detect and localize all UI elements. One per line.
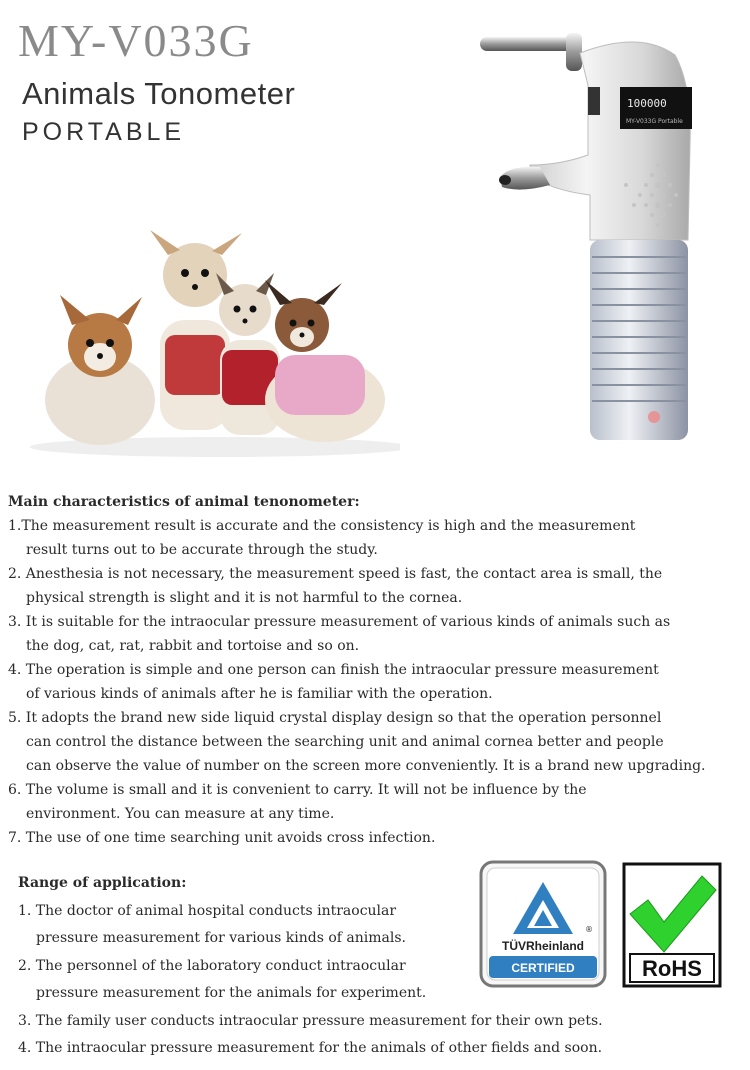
range-heading: Range of application: xyxy=(18,875,187,891)
item-number: 3. xyxy=(18,1012,32,1029)
range-item xyxy=(18,1035,738,1063)
range-item xyxy=(18,1008,738,1036)
characteristics-section xyxy=(8,490,743,850)
characteristic-item xyxy=(8,658,743,706)
characteristic-item xyxy=(8,778,743,826)
item-text: The intraocular pressure measurement for the animals of other fields and soon. xyxy=(31,1040,603,1056)
item-number: 2. xyxy=(18,957,32,974)
item-number: 4. xyxy=(18,1040,32,1056)
item-text: It adopts the brand new side liquid crystal display design so that the operation personnel xyxy=(21,710,662,726)
characteristic-item xyxy=(8,610,743,658)
product-tagline: PORTABLE xyxy=(22,118,186,146)
ribbed-handle xyxy=(590,240,688,440)
item-text-continued: the dog, cat, rat, rabbit and tortoise and so on. xyxy=(26,638,360,654)
item-number: 2. xyxy=(8,566,22,582)
rohs-label: RoHS xyxy=(642,956,702,981)
power-indicator xyxy=(648,411,660,423)
item-text-continued: of various kinds of animals after he is familiar with the operation. xyxy=(26,686,493,702)
tonometer-device-image xyxy=(470,25,710,455)
characteristic-item xyxy=(8,562,743,610)
item-number: 1. xyxy=(8,518,22,534)
item-text: The doctor of animal hospital conducts intraocular xyxy=(31,902,397,919)
characteristic-item xyxy=(8,706,743,778)
characteristic-item xyxy=(8,826,743,850)
item-text: The family user conducts intraocular pressure measurement for their own pets. xyxy=(31,1012,603,1029)
product-name: Animals Tonometer xyxy=(22,76,296,111)
lcd-value: 100000 xyxy=(627,97,667,110)
dog-left xyxy=(45,295,155,445)
item-number: 5. xyxy=(8,710,22,726)
item-text: Anesthesia is not necessary, the measurement speed is fast, the contact area is small, the xyxy=(21,566,663,582)
item-text: The measurement result is accurate and the consistency is high and the measurement xyxy=(21,518,636,534)
lcd-caption: MY-V033G Portable xyxy=(626,118,683,125)
rohs-badge xyxy=(622,862,722,988)
item-number: 6. xyxy=(8,782,22,798)
item-number: 3. xyxy=(8,614,22,630)
item-number: 4. xyxy=(8,662,22,678)
item-text: The personnel of the laboratory conduct intraocular xyxy=(31,957,406,974)
item-text-continued: environment. You can measure at any time. xyxy=(26,806,335,822)
item-number: 1. xyxy=(18,902,32,919)
tuv-brand-text: TÜVRheinland xyxy=(501,939,585,953)
item-text: It is suitable for the intraocular pressure measurement of various kinds of animals such as xyxy=(21,614,671,630)
item-text-continued: physical strength is slight and it is not harmful to the cornea. xyxy=(26,590,463,606)
tuv-certified-text: CERTIFIED xyxy=(511,961,575,975)
item-text: The use of one time searching unit avoids cross infection. xyxy=(21,830,436,846)
item-text-continued: pressure measurement for various kinds of animals. xyxy=(36,930,406,946)
tuv-registered-mark: ® xyxy=(585,925,593,934)
item-text: The volume is small and it is convenient to carry. It will not be influence by the xyxy=(21,782,587,798)
characteristic-item xyxy=(8,514,743,562)
dog-right xyxy=(265,280,385,442)
model-title: MY-V033G xyxy=(18,15,254,66)
item-text-continued: can observe the value of number on the screen more conveniently. It is a brand new upgrading. xyxy=(26,758,706,774)
item-text-continued: pressure measurement for the animals for experiment. xyxy=(36,985,427,1001)
dogs-photo xyxy=(20,225,400,460)
probe-rod xyxy=(480,37,580,51)
characteristics-heading: Main characteristics of animal tenonometer: xyxy=(8,494,360,510)
item-text: The operation is simple and one person can finish the intraocular pressure measurement xyxy=(21,662,659,678)
tuv-certified-badge xyxy=(479,860,607,988)
item-number: 7. xyxy=(8,830,22,846)
item-text-continued: result turns out to be accurate through the study. xyxy=(26,542,378,558)
item-text-continued: can control the distance between the searching unit and animal cornea better and people xyxy=(26,734,664,750)
